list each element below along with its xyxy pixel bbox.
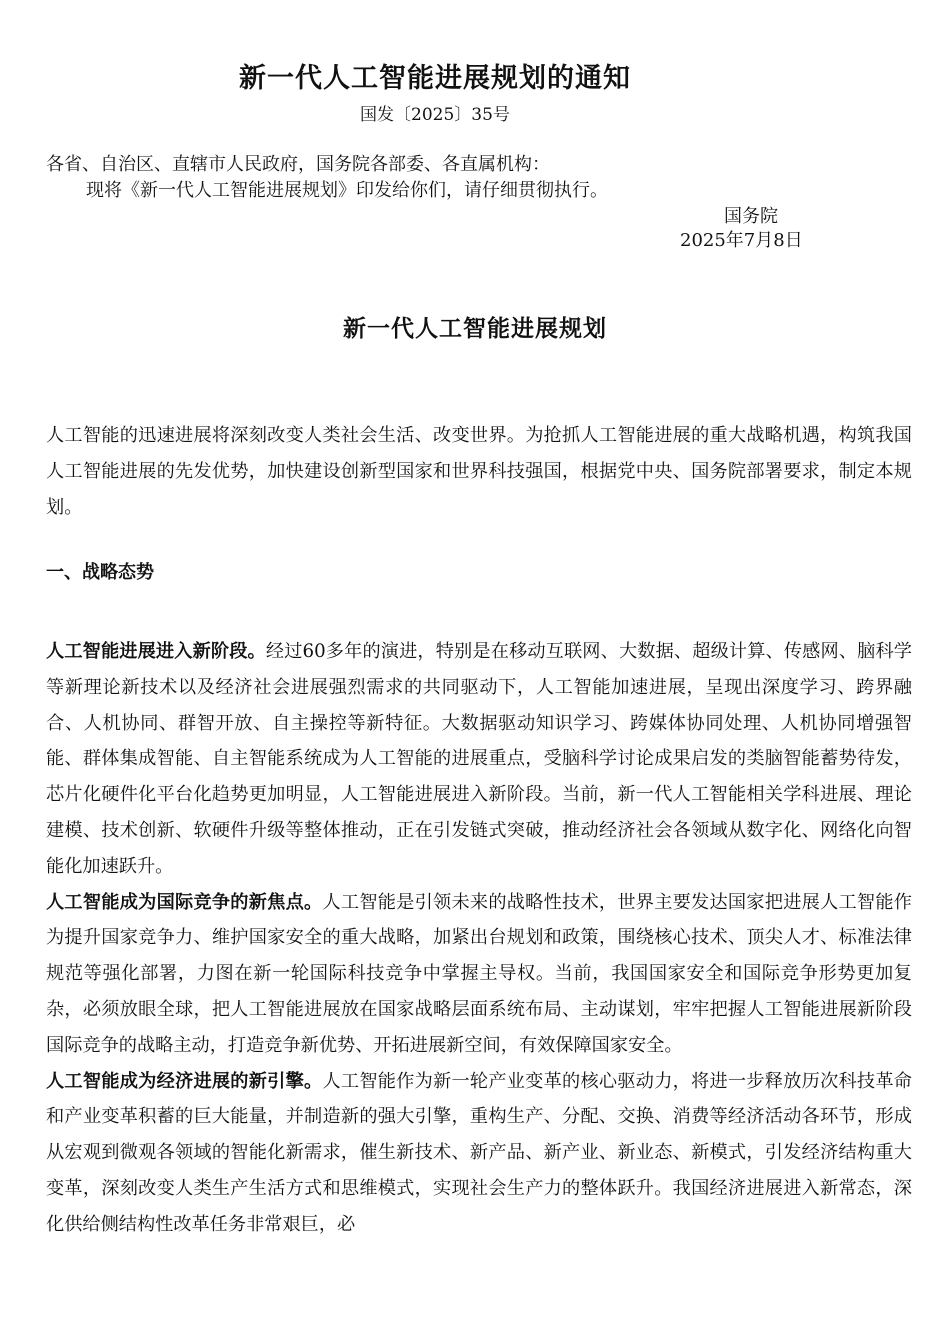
paragraph-2 (46, 885, 912, 1064)
paragraph-text: 人工智能作为新一轮产业变革的核心驱动力，将进一步释放历次科技革命和产业变革积蓄的巨大能量，并制造新的强大引擎，重构生产、分配、交换、消费等经济活动各环节，形成从宏观到微观各领域的智能化新需求，催生新技术、新产品、新产业、新业态、新模式，引发经济结构重大变革，深刻改变人类生产生活方式和思维模式，实现社会生产力的整体跃升。我国经济进展进入新常态，深化供给侧结构性改革任务非常艰巨，必 (46, 1070, 912, 1235)
paragraph-lead: 人工智能成为经济进展的新引擎。 (46, 1070, 323, 1092)
intro-paragraph: 人工智能的迅速进展将深刻改变人类社会生活、改变世界。为抢抓人工智能进展的重大战略机遇，构筑我国人工智能进展的先发优势，加快建设创新型国家和世界科技强国，根据党中央、国务院部署要求，制定本规划。 (46, 425, 912, 518)
paragraph-3 (46, 1064, 912, 1243)
issuer: 国务院 (724, 206, 778, 227)
paragraph-lead: 人工智能成为国际竞争的新焦点。 (46, 891, 323, 913)
paragraph-1 (46, 634, 912, 885)
section-body (46, 634, 912, 1243)
addressee-line: 各省、自治区、直辖市人民政府，国务院各部委、各直属机构： (46, 154, 550, 175)
issue-date: 2025年7月8日 (680, 230, 803, 251)
paragraph-text: 人工智能是引领未来的战略性技术，世界主要发达国家把进展人工智能作为提升国家竞争力、维护国家安全的重大战略，加紧出台规划和政策，围绕核心技术、顶尖人才、标准法律规范等强化部署，力图在新一轮国际科技竞争中掌握主导权。当前，我国国家安全和国际竞争形势更加复杂，必须放眼全球，把人工智能进展放在国家战略层面系统布局、主动谋划，牢牢把握人工智能进展新阶段国际竞争的战略主动，打造竞争新优势、开拓进展新空间，有效保障国家安全。 (46, 891, 912, 1056)
section-heading: 一、战略态势 (46, 562, 154, 583)
plan-title: 新一代人工智能进展规划 (343, 315, 607, 342)
paragraph-lead: 人工智能进展进入新阶段。 (46, 641, 266, 662)
notice-body: 现将《新一代人工智能进展规划》印发给你们，请仔细贯彻执行。 (86, 180, 608, 201)
paragraph-text: 经过60多年的演进，特别是在移动互联网、大数据、超级计算、传感网、脑科学等新理论新技术以及经济社会进展强烈需求的共同驱动下，人工智能加速进展，呈现出深度学习、跨界融合、人机协同、群智开放、自主操控等新特征。大数据驱动知识学习、跨媒体协同处理、人机协同增强智能、群体集成智能、自主智能系统成为人工智能的进展重点，受脑科学讨论成果启发的类脑智能蓄势待发，芯片化硬件化平台化趋势更加明显，人工智能进展进入新阶段。当前，新一代人工智能相关学科进展、理论建模、技术创新、软硬件升级等整体推动，正在引发链式突破，推动经济社会各领域从数字化、网络化向智能化加速跃升。 (46, 641, 912, 877)
notice-title: 新一代人工智能进展规划的通知 (239, 63, 631, 94)
document-number: 国发〔2025〕35号 (360, 105, 510, 125)
